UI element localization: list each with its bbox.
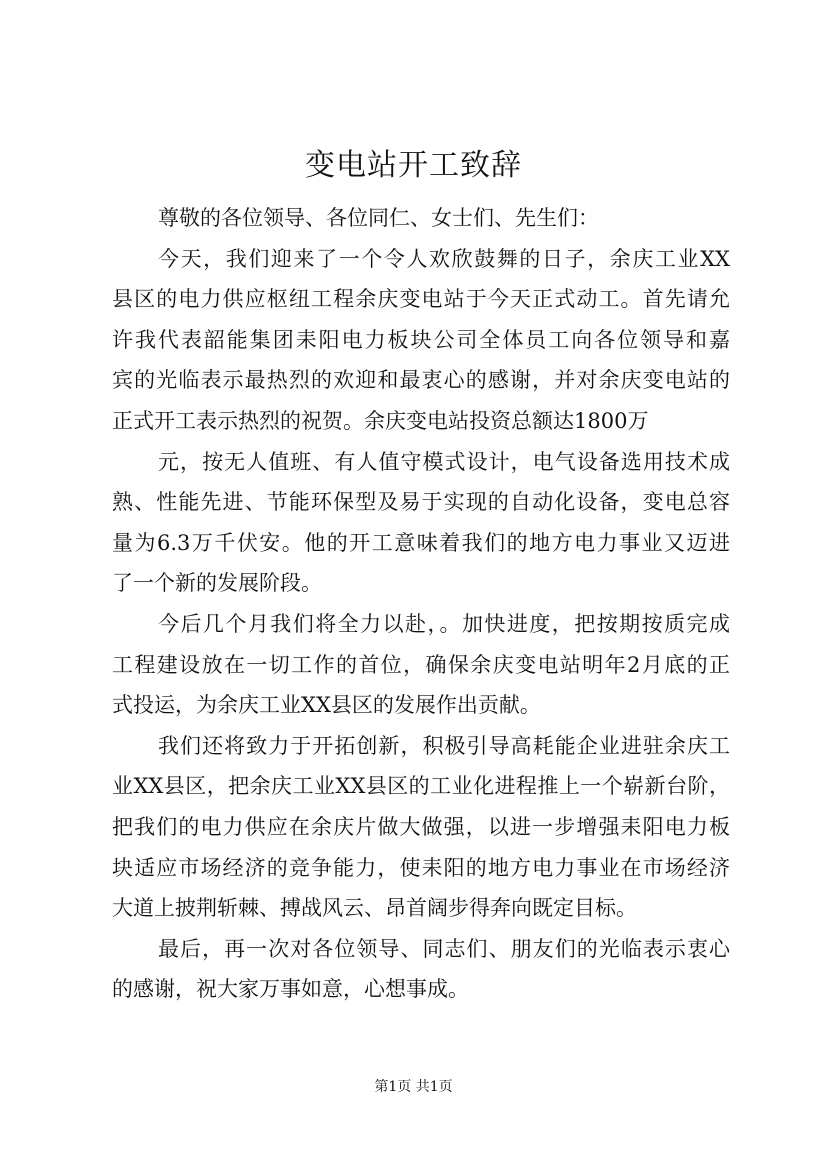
paragraph-1-line-2: 县区的电力供应枢纽工程余庆变电站于今天正式动工。首先请允 [112, 287, 730, 312]
salutation-line: 尊敬的各位领导、各位同仁、女士们、先生们： [158, 206, 599, 230]
paragraph-4-line-5: 大道上披荆斩棘、搏战风云、昂首阔步得奔向既定目标。 [112, 896, 637, 921]
document-title: 变电站开工致辞 [305, 148, 522, 183]
paragraph-1-line-1: 今天，我们迎来了一个令人欢欣鼓舞的日子，余庆工业XX [158, 246, 730, 271]
paragraph-1-line-3: 许我代表韶能集团耒阳电力板块公司全体员工向各位领导和嘉 [112, 327, 730, 352]
paragraph-3-line-3: 式投运，为余庆工业XX县区的发展作出贡献。 [112, 693, 541, 718]
paragraph-2-line-4: 了一个新的发展阶段。 [112, 571, 322, 596]
paragraph-3-line-2: 工程建设放在一切工作的首位，确保余庆变电站明年2月底的正 [112, 652, 730, 677]
document-body [112, 198, 730, 1010]
paragraph-1-line-4: 宾的光临表示最热烈的欢迎和最衷心的感谢，并对余庆变电站的 [112, 368, 730, 393]
paragraph-4-line-3: 把我们的电力供应在余庆片做大做强，以进一步增强耒阳电力板 [112, 814, 730, 839]
paragraph-1-line-5: 正式开工表示热烈的祝贺。余庆变电站投资总额达1800万 [112, 408, 649, 433]
paragraph-2-line-2: 熟、性能先进、节能环保型及易于实现的自动化设备，变电总容 [112, 490, 730, 515]
paragraph-5-line-2: 的感谢，祝大家万事如意，心想事成。 [112, 977, 469, 1002]
page-number-footer: 第1页 共1页 [374, 1079, 453, 1095]
paragraph-2-line-1: 元，按无人值班、有人值守模式设计，电气设备选用技术成 [158, 449, 730, 474]
paragraph-2-line-3: 量为6.3万千伏安。他的开工意味着我们的地方电力事业又迈进 [112, 530, 730, 555]
paragraph-4-line-2: 业XX县区，把余庆工业XX县区的工业化进程推上一个崭新台阶， [112, 774, 730, 799]
paragraph-3-line-1: 今后几个月我们将全力以赴，。加快进度，把按期按质完成 [158, 611, 730, 636]
paragraph-5-line-1: 最后，再一次对各位领导、同志们、朋友们的光临表示衷心 [158, 936, 730, 961]
paragraph-4-line-4: 块适应市场经济的竞争能力，使耒阳的地方电力事业在市场经济 [112, 855, 730, 880]
paragraph-4-line-1: 我们还将致力于开拓创新，积极引导高耗能企业进驻余庆工 [158, 733, 730, 758]
